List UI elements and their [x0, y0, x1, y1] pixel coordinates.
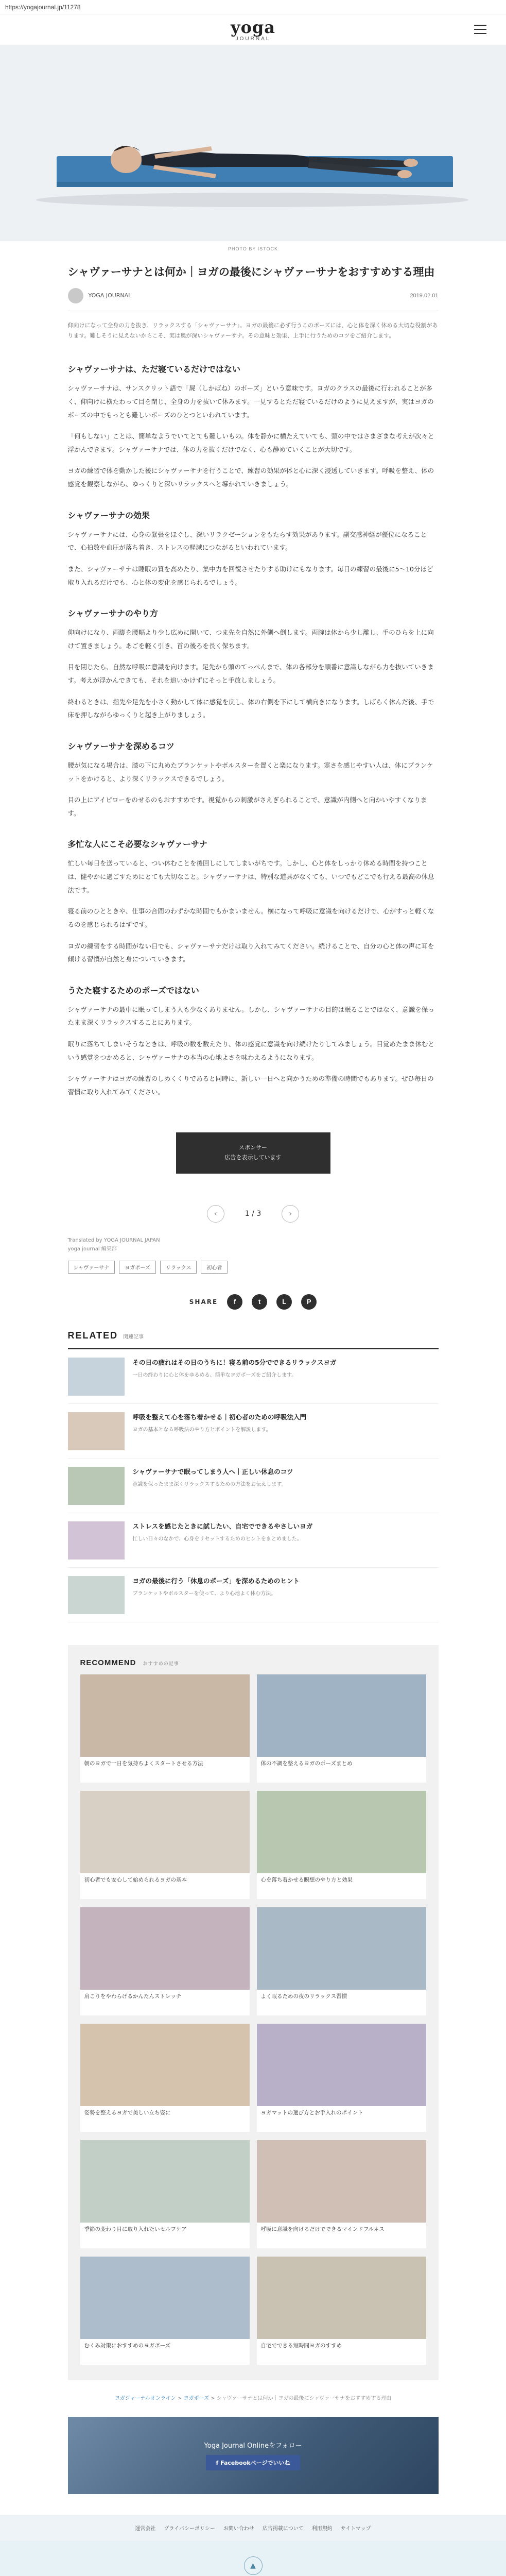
recommend-card-image[interactable]	[80, 1674, 250, 1757]
section-heading: シャヴァーサナは、ただ寝ているだけではない	[67, 364, 241, 375]
body-paragraph: 眠りに落ちてしまいそうなときは、呼吸の数を数えたり、体の感覚に意識を向け続けたりしてみましょう。目覚めたまま休むという感覚をつかめると、シャヴァーサナの本当の心地よさを味わえるようになります。	[67, 1040, 434, 1061]
breadcrumb	[68, 2380, 439, 2417]
pinterest-share-icon[interactable]: P	[301, 1294, 317, 1310]
footer-link[interactable]: プライバシーポリシー	[164, 2526, 215, 2532]
recommend-card-image[interactable]	[80, 1907, 250, 1990]
recommend-card-image[interactable]	[257, 2140, 426, 2223]
recommend-card[interactable]	[257, 2257, 426, 2365]
related-item-desc: ヨガの基本となる呼吸法のやり方とポイントを解説します。	[132, 1427, 271, 1433]
breadcrumb-category[interactable]: ヨガポーズ	[183, 2395, 209, 2401]
recommend-card[interactable]	[257, 1907, 426, 2015]
recommend-section	[68, 1645, 439, 2380]
recommend-card-caption[interactable]: 姿勢を整えるヨガで美しい立ち姿に	[84, 2109, 171, 2116]
tag-item[interactable]: リラックス	[160, 1261, 197, 1274]
body-paragraph: 「何もしない」ことは、簡単なようでいてとても難しいもの。体を静かに横たえていても、頭の中ではさまざまな考えが次々と浮かんできます。シャヴァーサナでは、体の力を抜くだけでなく、心も静めていくことが大切です。	[67, 432, 434, 453]
section-heading: うたた寝するためのポーズではない	[67, 985, 199, 995]
recommend-card-caption[interactable]: むくみ対策におすすめのヨガポーズ	[84, 2342, 171, 2349]
body-paragraph: シャヴァーサナの最中に眠ってしまう人も少なくありません。しかし、シャヴァーサナの目的は眠ることではなく、意識を保ったまま深くリラックスすることにあります。	[67, 1005, 434, 1027]
page-indicator	[245, 1210, 261, 1218]
twitter-share-icon[interactable]: t	[252, 1294, 267, 1310]
tag-list	[68, 1261, 439, 1285]
recommend-header	[80, 1658, 426, 1674]
related-item-desc: 忙しい日々のなかで、心身をリセットするためのヒントをまとめました。	[132, 1536, 302, 1542]
page-separator: /	[252, 1209, 254, 1218]
footer-link[interactable]: 利用規約	[311, 2526, 333, 2532]
next-page-icon[interactable]: ›	[282, 1205, 299, 1223]
translated-credit: Translated by YOGA JOURNAL JAPAN yoga journal 編集部	[67, 1237, 160, 1252]
author-name: YOGA JOURNAL	[88, 292, 132, 299]
recommend-card[interactable]	[80, 2140, 250, 2248]
footer-link[interactable]: サイトマップ	[340, 2526, 371, 2532]
related-item-desc: 意識を保ったまま深くリラックスするための方法をお伝えします。	[132, 1481, 287, 1487]
facebook-follow-text: Yoga Journal Onlineをフォロー	[204, 2442, 302, 2450]
related-item[interactable]	[68, 1404, 439, 1459]
related-text	[133, 1576, 439, 1614]
section-heading: シャヴァーサナの効果	[67, 510, 150, 520]
related-item-title[interactable]: ストレスを感じたときに試したい、自宅でできるやさしいヨガ	[132, 1522, 313, 1530]
related-item-desc: 一日の終わりに心と体をゆるめる、簡単なヨガポーズをご紹介します。	[132, 1372, 297, 1378]
body-paragraph: ヨガの練習をする時間がない日でも、シャヴァーサナだけは取り入れてみてください。続けることで、自分の心と体の声に耳を傾ける習慣が自然と身についていきます。	[67, 942, 434, 963]
related-thumbnail[interactable]	[68, 1521, 125, 1560]
related-item-desc: ブランケットやボルスターを使って、より心地よく休む方法。	[132, 1590, 276, 1597]
related-text	[133, 1412, 439, 1450]
hamburger-menu-icon[interactable]	[474, 25, 486, 34]
body-paragraph: シャヴァーサナは、サンスクリット語で「屍（しかばね）のポーズ」という意味です。ヨガのクラスの最後に行われることが多く、仰向けに横たわって目を閉じ、全身の力を抜いて休みます。一見するとただ寝ているだけのように見えますが、実はヨガのポーズの中でもっとも難しいポーズのひとつといわれています。	[67, 384, 434, 419]
ad-slot[interactable]	[68, 1120, 439, 1187]
recommend-subtitle: おすすめの記事	[143, 1660, 179, 1666]
footer-link[interactable]: 運営会社	[135, 2526, 156, 2532]
related-item[interactable]	[68, 1568, 439, 1622]
recommend-card[interactable]	[80, 1674, 250, 1783]
article-body	[68, 353, 439, 1107]
recommend-card-caption[interactable]: 季節の変わり目に取り入れたいセルフケア	[84, 2226, 187, 2232]
recommend-card-image[interactable]	[257, 1791, 426, 1873]
recommend-card-caption[interactable]: 初心者でも安心して始められるヨガの基本	[84, 1876, 187, 1883]
section-heading: シャヴァーサナを深めるコツ	[67, 741, 175, 751]
recommend-grid	[80, 1674, 426, 2365]
hero-illustration	[0, 45, 506, 241]
share-label: SHARE	[189, 1298, 218, 1306]
recommend-card-caption[interactable]: 呼吸に意識を向けるだけでできるマインドフルネス	[260, 2226, 385, 2232]
site-header	[0, 14, 506, 45]
related-item[interactable]	[68, 1513, 439, 1568]
recommend-card-image[interactable]	[257, 2257, 426, 2339]
recommend-card-image[interactable]	[80, 2257, 250, 2339]
related-text	[133, 1467, 439, 1504]
page-current: 1	[245, 1209, 250, 1218]
page-total: 3	[256, 1209, 261, 1218]
recommend-card-caption[interactable]: 心を落ち着かせる瞑想のやり方と効果	[260, 1876, 353, 1883]
body-paragraph: 寝る前のひとときや、仕事の合間のわずかな時間でもかまいません。横になって呼吸に意識を向けるだけで、心がすっと軽くなるのを感じられるはずです。	[67, 907, 434, 928]
related-item-title[interactable]: シャヴァーサナで眠ってしまう人へ｜正しい休息のコツ	[132, 1467, 293, 1476]
related-item-title[interactable]: その日の疲れはその日のうちに！寝る前の5分でできるリラックスヨガ	[132, 1358, 337, 1366]
tag-item[interactable]: 初心者	[201, 1261, 228, 1274]
ad-box[interactable]	[176, 1132, 330, 1174]
browser-url-bar[interactable]	[0, 0, 506, 14]
tag-item[interactable]: シャヴァーサナ	[68, 1261, 115, 1274]
photo-credit: PHOTO BY ISTOCK	[228, 246, 278, 251]
body-paragraph: シャヴァーサナはヨガの練習のしめくくりであると同時に、新しい一日へと向かうための準備の時間でもあります。ぜひ毎日の習慣に取り入れてみてください。	[67, 1075, 434, 1096]
recommend-card[interactable]	[80, 1791, 250, 1899]
recommend-card-caption[interactable]: よく眠るための夜のリラックス習慣	[260, 1993, 347, 1999]
line-share-icon[interactable]: L	[276, 1294, 292, 1310]
related-item-title[interactable]: ヨガの最後に行う「休息のポーズ」を深めるためのヒント	[132, 1577, 300, 1585]
related-item[interactable]	[68, 1349, 439, 1404]
recommend-card[interactable]	[257, 2024, 426, 2132]
article-lead: 仰向けになって全身の力を抜き、リラックスする「シャヴァーサナ」。ヨガの最後に必ず行うこのポーズには、心と体を深く休める大切な役割があります。難しそうに見えないからこそ、実は奥が深いシャヴァーサナ。その意味と効果、上手に行うためのコツをご紹介します。	[67, 321, 438, 340]
prev-page-icon[interactable]: ‹	[207, 1205, 224, 1223]
body-paragraph: シャヴァーサナには、心身の緊張をほぐし、深いリラクゼーションをもたらす効果があります。副交感神経が優位になることで、心拍数や血圧が落ち着き、ストレスの軽減につながるといわれています。	[67, 530, 427, 552]
related-thumbnail[interactable]	[68, 1467, 125, 1505]
related-list	[68, 1349, 439, 1622]
related-thumbnail[interactable]	[68, 1358, 125, 1396]
breadcrumb-separator: >	[209, 2395, 217, 2401]
facebook-like-button[interactable]: f Facebookページでいいね	[206, 2455, 301, 2470]
related-header	[68, 1330, 439, 1349]
ad-label: スポンサー	[239, 1144, 267, 1151]
related-thumbnail[interactable]	[68, 1576, 125, 1614]
related-section	[68, 1330, 439, 1622]
arrow-up-icon[interactable]: ▲	[244, 2556, 263, 2575]
footer-links	[0, 2515, 506, 2541]
recommend-card[interactable]	[80, 1907, 250, 2015]
recommend-card[interactable]	[257, 2140, 426, 2248]
recommend-card-image[interactable]	[257, 2024, 426, 2106]
related-text	[133, 1358, 439, 1395]
facebook-share-icon[interactable]: f	[227, 1294, 242, 1310]
related-item-title[interactable]: 呼吸を整えて心を落ち着かせる｜初心者のための呼吸法入門	[132, 1413, 307, 1421]
footer-link[interactable]: 広告掲載について	[262, 2526, 304, 2532]
related-subtitle: 関連記事	[123, 1334, 144, 1340]
share-bar	[68, 1285, 439, 1330]
body-paragraph: 腰が気になる場合は、膝の下に丸めたブランケットやボルスターを置くと楽になります。寒さを感じやすい人は、体にブランケットをかけると、より深くリラックスできるでしょう。	[67, 761, 433, 783]
breadcrumb-separator: >	[176, 2395, 184, 2401]
footer-link[interactable]: お問い合わせ	[223, 2526, 254, 2532]
recommend-card-image[interactable]	[80, 1791, 250, 1873]
recommend-card-caption[interactable]: 自宅でできる短時間ヨガのすすめ	[260, 2342, 342, 2349]
breadcrumb-current: シャヴァーサナとは何か｜ヨガの最後にシャヴァーサナをおすすめする理由	[216, 2395, 392, 2401]
recommend-title: RECOMMEND	[80, 1658, 136, 1667]
body-paragraph: 忙しい毎日を送っていると、つい休むことを後回しにしてしまいがちです。しかし、心と体をしっかり休める時間を持つことは、健やかに過ごすためにとても大切なこと。シャヴァーサナは、特別な道具がなくても、いつでもどこでも行える最高の休息法です。	[67, 859, 434, 894]
section-heading: 多忙な人にこそ必要なシャヴァーサナ	[67, 839, 208, 850]
facebook-follow-banner	[68, 2417, 439, 2494]
recommend-card-caption[interactable]: ヨガマットの選び方とお手入れのポイント	[260, 2109, 363, 2116]
breadcrumb-home[interactable]: ヨガジャーナルオンライン	[114, 2395, 176, 2401]
recommend-card[interactable]	[80, 2024, 250, 2132]
recommend-card-image[interactable]	[80, 2140, 250, 2223]
body-paragraph: 目の上にアイピローをのせるのもおすすめです。視覚からの刺激がさえぎられることで、意識が内側へと向かいやすくなります。	[67, 796, 427, 817]
related-title: RELATED	[67, 1330, 118, 1341]
site-logo[interactable]: yoga	[230, 18, 276, 37]
pagination	[68, 1199, 439, 1236]
author-avatar	[68, 288, 83, 303]
recommend-card-caption[interactable]: 体の不調を整えるヨガのポーズまとめ	[260, 1760, 353, 1767]
site-logo-sub: JOURNAL	[235, 36, 271, 42]
body-paragraph: また、シャヴァーサナは睡眠の質を高めたり、集中力を回復させたりする助けにもなります。毎日の練習の最後に5〜10分ほど取り入れるだけでも、心と体の変化を感じられるでしょう。	[67, 565, 433, 586]
url-text: https://yogajournal.jp/11278	[5, 4, 81, 11]
recommend-card[interactable]	[257, 1674, 426, 1783]
body-paragraph: 目を閉じたら、自然な呼吸に意識を向けます。足先から頭のてっぺんまで、体の各部分を順番に意識しながら力を抜いていきます。考えが浮かんできても、それを追いかけずにそっと手放しましょう。	[67, 663, 434, 685]
body-paragraph: ヨガの練習で体を動かした後にシャヴァーサナを行うことで、練習の効果が体と心に深く浸透していきます。呼吸を整え、体の感覚を観察しながら、ゆっくりと深いリラックスへと導かれていきましょう。	[67, 467, 434, 488]
related-thumbnail[interactable]	[68, 1412, 125, 1450]
article-date: 2019.02.01	[410, 292, 439, 299]
related-item[interactable]	[68, 1459, 439, 1513]
author-block[interactable]	[68, 288, 132, 303]
recommend-card-caption[interactable]: 朝のヨガで一日を気持ちよくスタートさせる方法	[84, 1760, 203, 1767]
tag-item[interactable]: ヨガポーズ	[119, 1261, 156, 1274]
body-paragraph: 終わるときは、指先や足先を小さく動かして体に感覚を戻し、体の右側を下にして横向きになります。しばらく休んだ後、手で床を押しながらゆっくりと起き上がりましょう。	[67, 698, 434, 719]
recommend-card-caption[interactable]: 肩こりをやわらげるかんたんストレッチ	[84, 1993, 182, 1999]
related-text	[133, 1521, 439, 1559]
page-top[interactable]	[0, 2541, 506, 2576]
article-title: シャヴァーサナとは何か｜ヨガの最後にシャヴァーサナをおすすめする理由	[67, 266, 435, 278]
recommend-card-image[interactable]	[257, 1907, 426, 1990]
hero-image	[0, 45, 506, 241]
recommend-card[interactable]	[80, 2257, 250, 2365]
recommend-card-image[interactable]	[257, 1674, 426, 1757]
article-meta	[68, 288, 439, 311]
article-container	[68, 256, 439, 1622]
body-paragraph: 仰向けになり、両脚を腰幅より少し広めに開いて、つま先を自然に外側へ倒します。両腕は体から少し離し、手のひらを上に向けて置きましょう。あごを軽く引き、首の後ろを長く保ちます。	[67, 629, 434, 650]
recommend-card[interactable]	[257, 1791, 426, 1899]
ad-text: 広告を表示しています	[224, 1154, 282, 1161]
recommend-card-image[interactable]	[80, 2024, 250, 2106]
section-heading: シャヴァーサナのやり方	[67, 608, 159, 619]
